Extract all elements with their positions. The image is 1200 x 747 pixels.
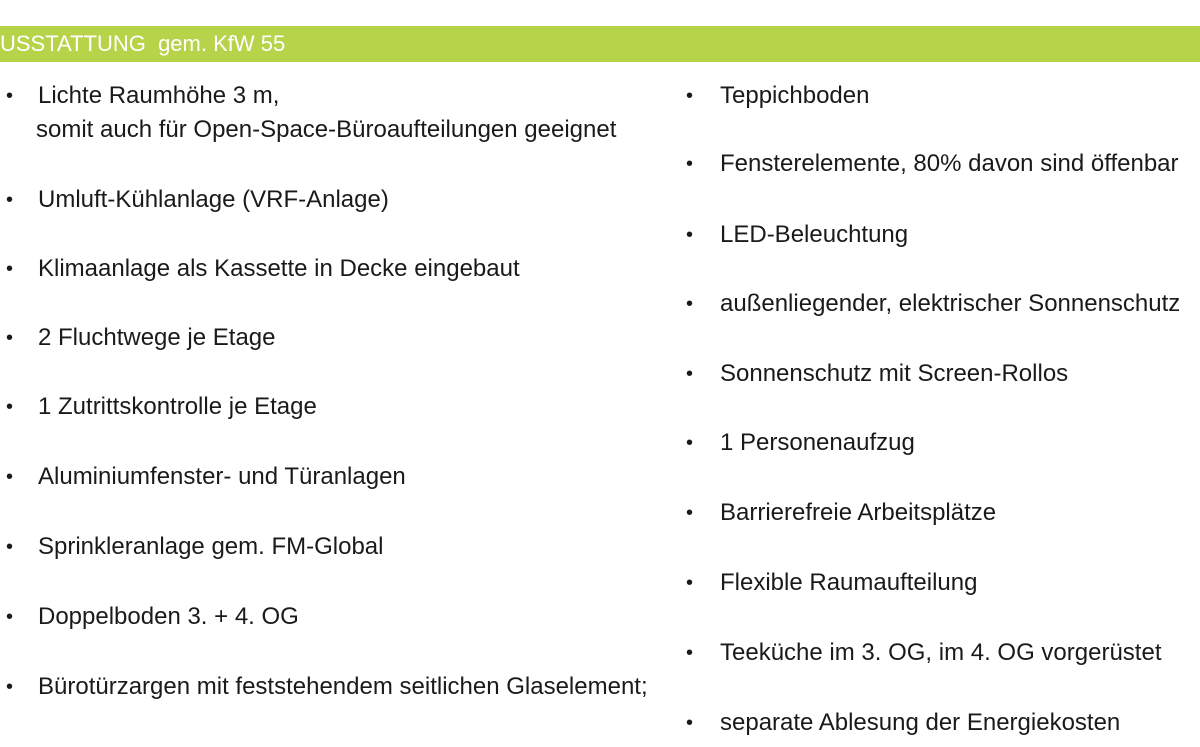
- bullet-icon: •: [6, 85, 14, 107]
- list-item: [686, 357, 1068, 391]
- list-item: [6, 390, 317, 424]
- list-item-continuation: somit auch für Open-Space-Büroaufteilungen geeignet: [36, 116, 617, 143]
- list-item: [686, 636, 1162, 670]
- list-item-text: Teppichboden: [720, 82, 870, 109]
- list-item: [6, 600, 299, 634]
- list-item: [6, 79, 616, 147]
- bullet-icon: •: [686, 432, 694, 454]
- list-item: [686, 706, 1120, 740]
- list-item: [6, 670, 648, 704]
- list-item-text: Barrierefreie Arbeitsplätze: [720, 499, 997, 526]
- list-item-text: außenliegender, elektrischer Sonnenschutz: [720, 290, 1181, 317]
- list-item: [686, 426, 915, 460]
- list-item-text: Lichte Raumhöhe 3 m,: [38, 82, 280, 109]
- bullet-icon: •: [6, 189, 14, 211]
- list-item-text: Sonnenschutz mit Screen-Rollos: [720, 360, 1069, 387]
- list-item-text: Flexible Raumaufteilung: [720, 569, 978, 596]
- bullet-icon: •: [6, 466, 14, 488]
- bullet-icon: •: [686, 642, 694, 664]
- list-item-text: Klimaanlage als Kassette in Decke eingebaut: [38, 255, 520, 282]
- bullet-icon: •: [6, 258, 14, 280]
- list-item-text: Teeküche im 3. OG, im 4. OG vorgerüstet: [720, 639, 1162, 666]
- bullet-icon: •: [686, 293, 694, 315]
- list-item: [6, 252, 520, 286]
- bullet-icon: •: [6, 606, 14, 628]
- list-item-text: Umluft-Kühlanlage (VRF-Anlage): [38, 186, 389, 213]
- bullet-icon: •: [686, 224, 694, 246]
- list-item-text: 2 Fluchtwege je Etage: [38, 324, 276, 351]
- list-item-text: Aluminiumfenster- und Türanlagen: [38, 463, 406, 490]
- bullet-icon: •: [686, 502, 694, 524]
- list-item: [6, 460, 406, 494]
- page-title: USSTATTUNG gem. KfW 55: [0, 31, 286, 56]
- bullet-icon: •: [686, 712, 694, 734]
- list-item: [6, 530, 383, 564]
- list-item-text: Sprinkleranlage gem. FM-Global: [38, 533, 384, 560]
- list-item: [686, 79, 869, 113]
- list-item-text: Doppelboden 3. + 4. OG: [38, 603, 299, 630]
- list-item: [686, 566, 977, 600]
- bullet-icon: •: [686, 85, 694, 107]
- list-item-text: Bürotürzargen mit feststehendem seitlichen Glaselement;: [38, 673, 648, 700]
- list-item: [686, 147, 1179, 181]
- bullet-icon: •: [6, 536, 14, 558]
- bullet-icon: •: [686, 153, 694, 175]
- list-item: [686, 287, 1180, 321]
- bullet-icon: •: [686, 572, 694, 594]
- bullet-icon: •: [686, 363, 694, 385]
- list-item-text: 1 Personenaufzug: [720, 429, 915, 456]
- bullet-icon: •: [6, 396, 14, 418]
- list-item-text: 1 Zutrittskontrolle je Etage: [38, 393, 317, 420]
- list-item-text: Fensterelemente, 80% davon sind öffenbar: [720, 150, 1179, 177]
- list-item: [6, 321, 275, 355]
- bullet-icon: •: [6, 676, 14, 698]
- list-item: [686, 218, 908, 252]
- list-item-text: LED-Beleuchtung: [720, 221, 909, 248]
- list-item: [686, 496, 996, 530]
- bullet-icon: •: [6, 327, 14, 349]
- list-item-text: separate Ablesung der Energiekosten: [720, 709, 1121, 736]
- list-item: [6, 183, 389, 217]
